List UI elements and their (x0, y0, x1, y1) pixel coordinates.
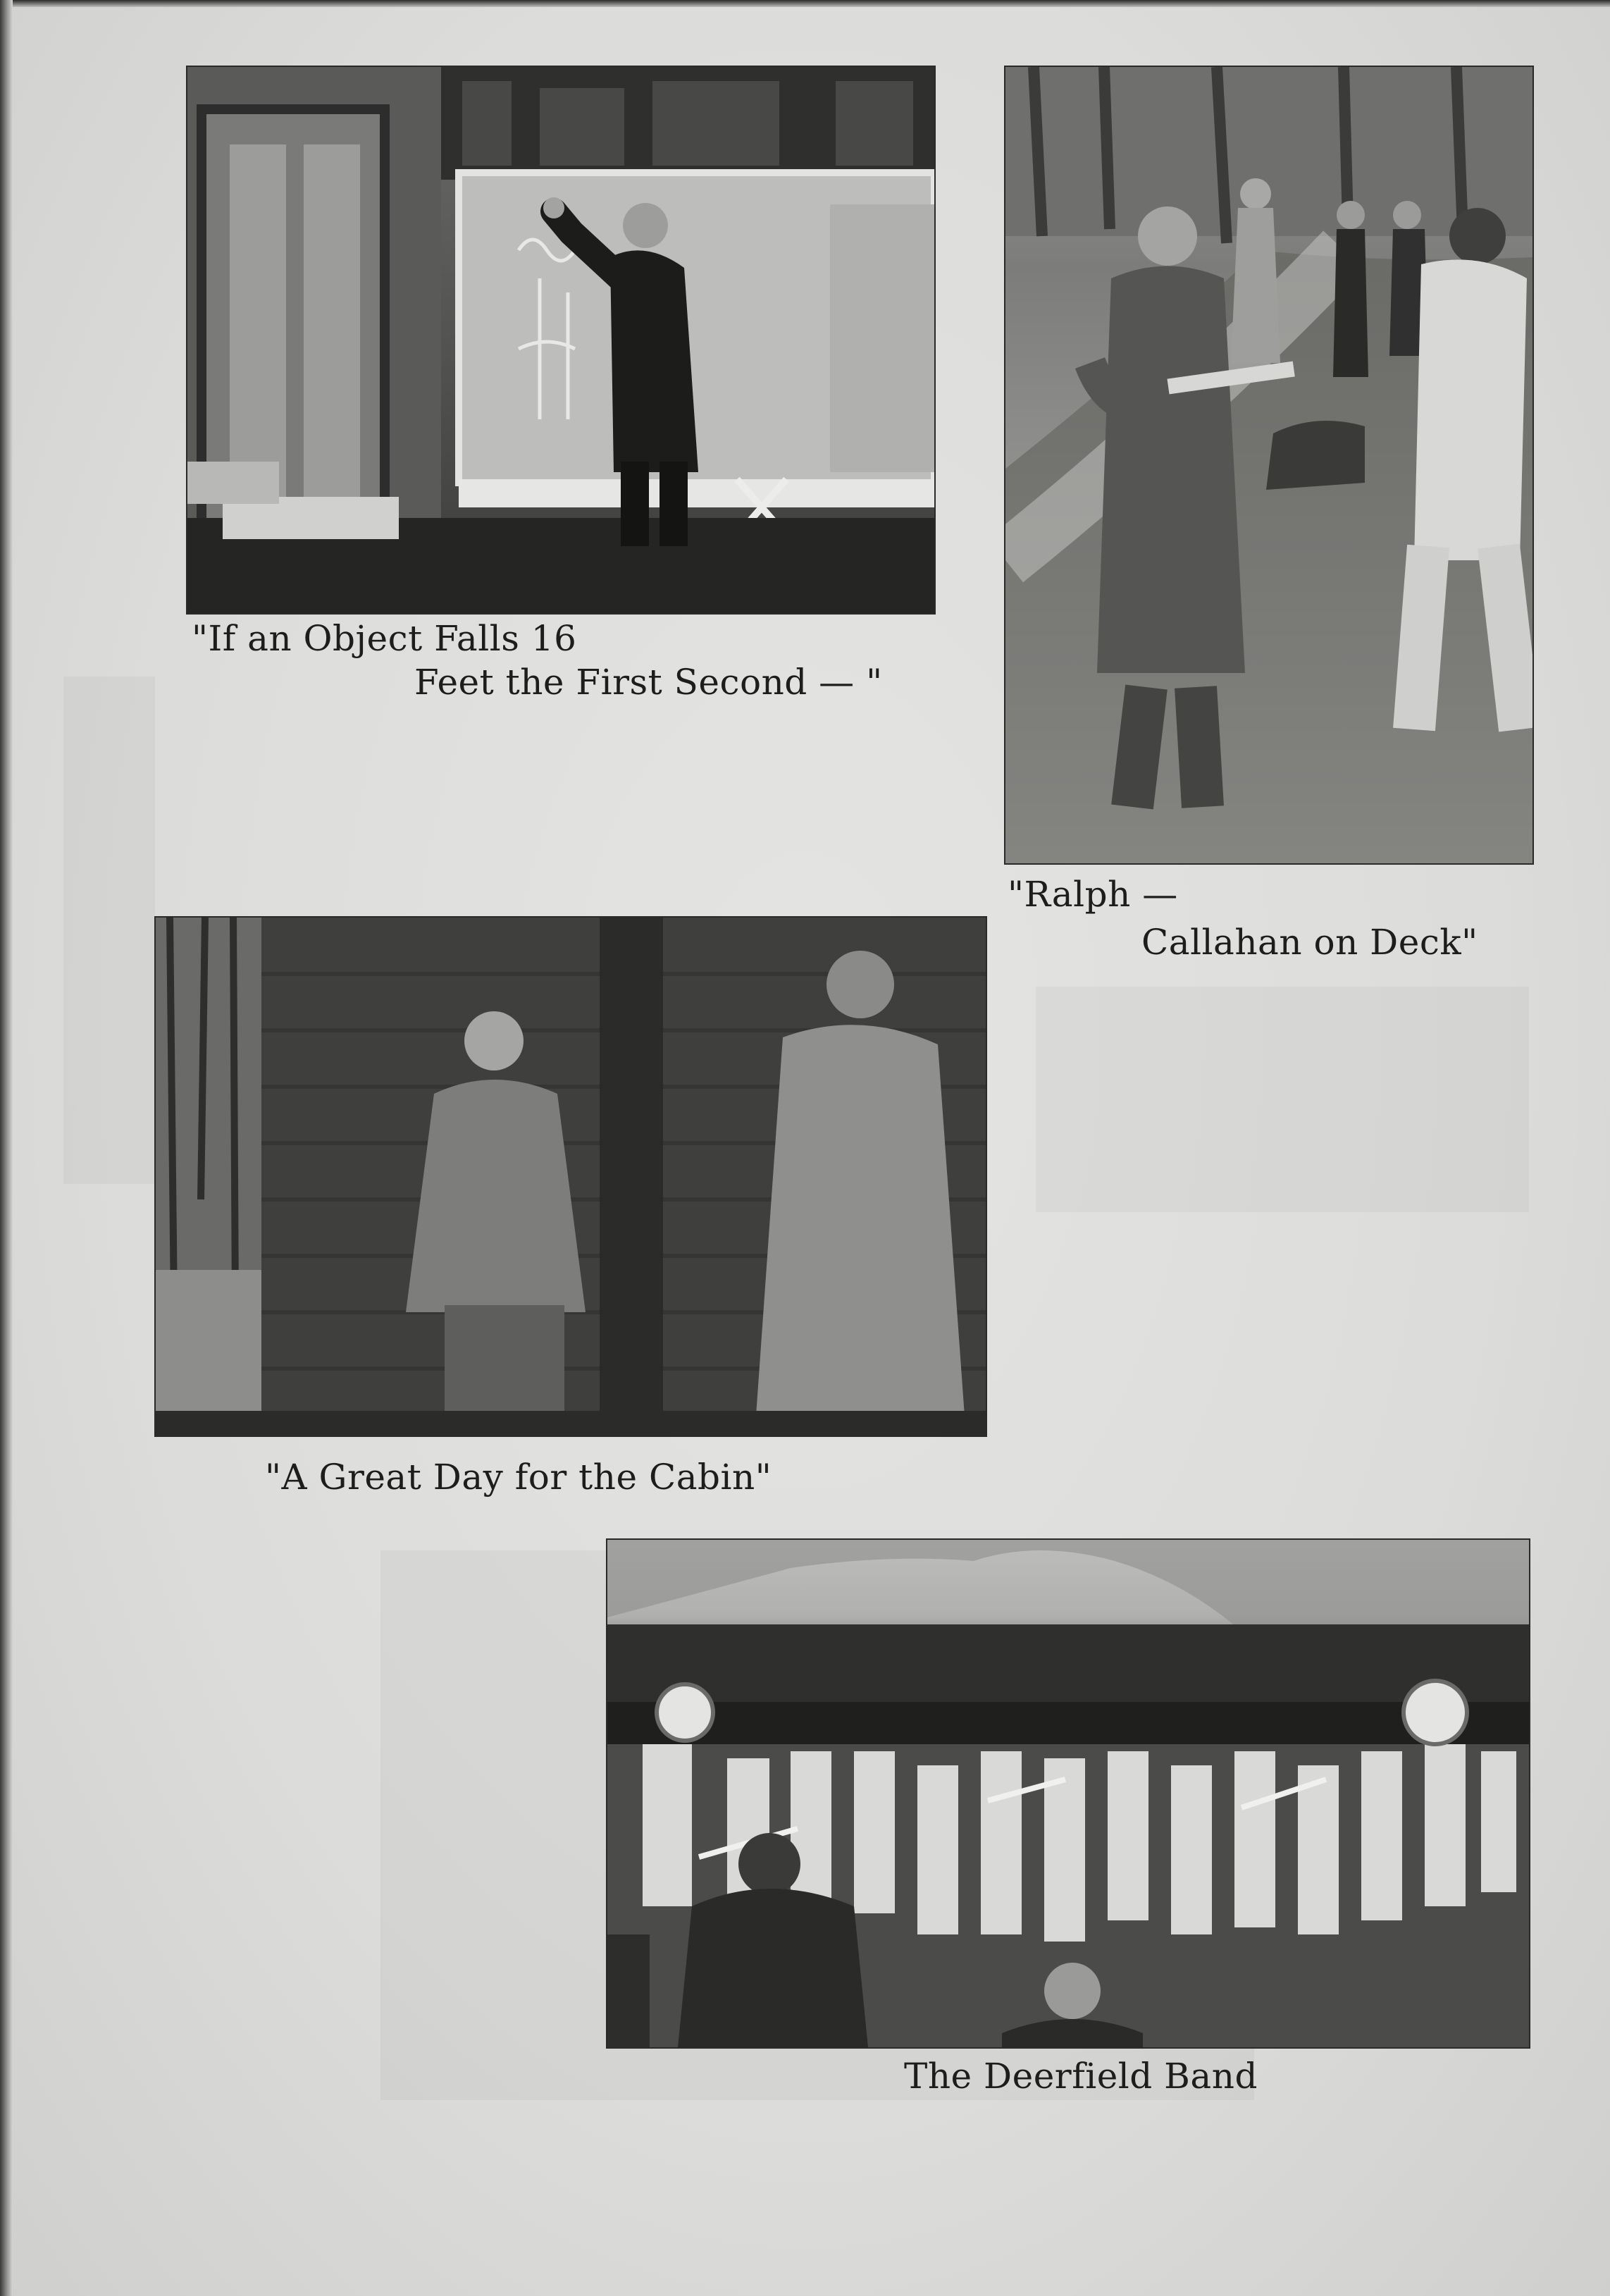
photo-cabin (156, 918, 986, 1436)
caption-object-falls-line1: "If an Object Falls 16 (192, 618, 577, 659)
caption-object-falls-line2: Feet the First Second — " (414, 662, 883, 703)
photo-band (607, 1540, 1529, 2047)
caption-band: The Deerfield Band (904, 2056, 1258, 2097)
bleed-through-block (63, 677, 155, 1184)
bleed-through-block (1036, 987, 1529, 1212)
page-spine-shadow (0, 0, 13, 2296)
photo-classroom (187, 67, 934, 613)
photo-field (1005, 67, 1532, 863)
page-top-edge (0, 0, 1610, 7)
caption-ralph-line1: "Ralph — (1008, 874, 1178, 915)
caption-ralph-line2: Callahan on Deck" (1141, 922, 1478, 963)
caption-cabin: "A Great Day for the Cabin" (265, 1457, 772, 1498)
